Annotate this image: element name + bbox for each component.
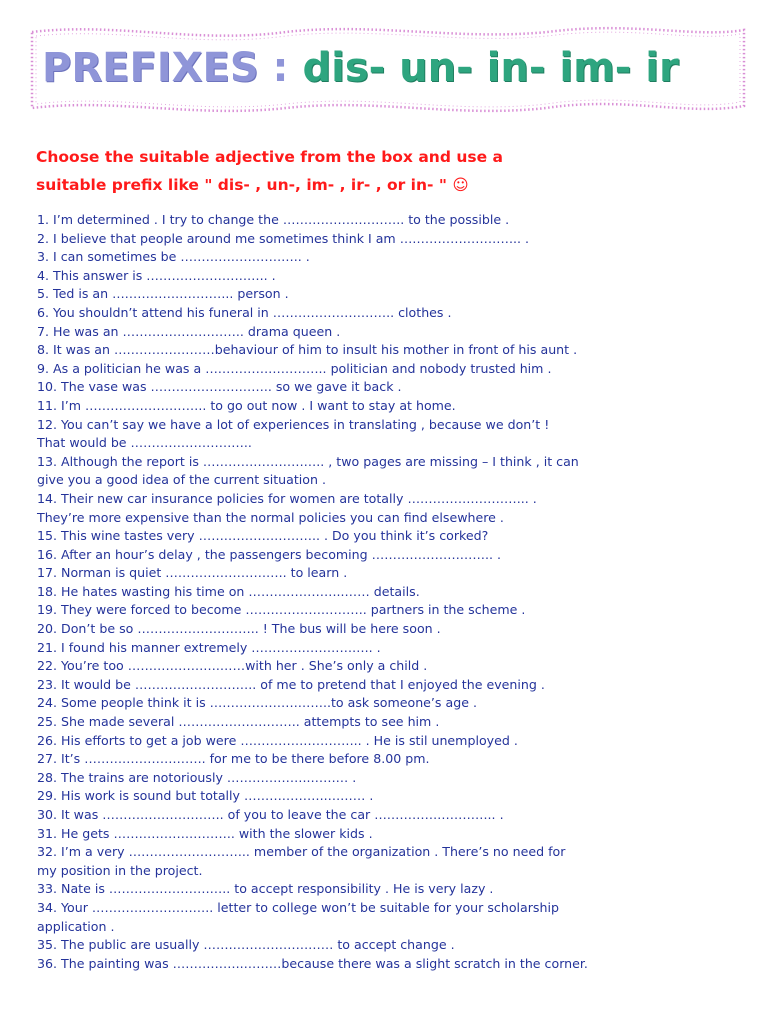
- question-line: 6. You shouldn’t attend his funeral in ……………………….. clothes .: [37, 304, 452, 320]
- question-line: 21. I found his manner extremely ……………………….. .: [37, 639, 381, 655]
- title-banner: [26, 22, 750, 116]
- question-line: 18. He hates wasting his time on …………………..…… details.: [37, 583, 420, 599]
- question-line: 22. You’re too ………………….……with her . She’s only a child .: [37, 658, 428, 674]
- question-line: That would be ………………………..: [37, 435, 252, 451]
- question-list: [37, 211, 737, 973]
- question-line: 20. Don’t be so ……………………….. ! The bus will be here soon .: [37, 621, 441, 637]
- question-line: 8. It was an ……………………behaviour of him to insult his mother in front of his aunt .: [37, 342, 578, 358]
- question-line: 28. The trains are notoriously ………………..……… .: [37, 769, 357, 785]
- question-line: 29. His work is sound but totally ………………..……… .: [37, 788, 374, 804]
- question-line: 19. They were forced to become ……………………….. partners in the scheme .: [37, 602, 526, 618]
- question-line: 33. Nate is ……………………….. to accept responsibility . He is very lazy .: [37, 881, 494, 897]
- question-line: 17. Norman is quiet ……………………….. to learn .: [37, 565, 348, 581]
- question-line: 12. You can’t say we have a lot of experiences in translating , because we don’t !: [37, 416, 550, 432]
- title-prefixes: PREFIXES: [42, 45, 259, 91]
- page-title: [42, 44, 742, 92]
- instructions-line-1: Choose the suitable adjective from the box and use a: [36, 148, 503, 166]
- instructions: [36, 143, 736, 199]
- question-line: 27. It’s ……………………….. for me to be there before 8.00 pm.: [37, 751, 430, 767]
- question-line: give you a good idea of the current situation .: [37, 472, 326, 488]
- question-line: 30. It was ……………………….. of you to leave the car ……………………….. .: [37, 807, 504, 822]
- instructions-line-2: suitable prefix like " dis- , un-, im- , ir- , or in- " ☺: [36, 176, 469, 194]
- question-line: 11. I’m ……………………….. to go out now . I want to stay at home.: [37, 397, 456, 413]
- question-line: 2. I believe that people around me sometimes think I am ……………………….. .: [37, 230, 530, 246]
- question-line: 34. Your ……………………….. letter to college won’t be suitable for your scholarship: [37, 899, 559, 915]
- question-line: 14. Their new car insurance policies for women are totally ……………………….. .: [37, 490, 537, 506]
- question-line: my position in the project.: [37, 862, 203, 878]
- question-line: 25. She made several ……………………….. attempts to see him .: [37, 714, 440, 730]
- title-prefix-list: dis- un- in- im- ir: [302, 45, 679, 91]
- question-line: 23. It would be ……………………….. of me to pretend that I enjoyed the evening .: [37, 676, 545, 692]
- question-line: 26. His efforts to get a job were ……………………….. . He is stil unemployed .: [37, 732, 518, 748]
- question-line: 4. This answer is ……………………….. .: [37, 267, 276, 283]
- question-line: 9. As a politician he was a ……………………….. politician and nobody trusted him .: [37, 360, 552, 376]
- question-line: 16. After an hour’s delay , the passengers becoming ……………………….. .: [37, 546, 502, 562]
- question-line: 7. He was an ……………………….. drama queen .: [37, 323, 341, 339]
- question-line: 3. I can sometimes be ……………………….. .: [37, 249, 310, 265]
- question-line: 35. The public are usually …….…………………… to accept change .: [37, 937, 455, 953]
- question-line: 32. I’m a very ……………………….. member of the organization . There’s no need for: [37, 844, 566, 860]
- question-line: 24. Some people think it is ………………………..to ask someone’s age .: [37, 695, 477, 711]
- question-line: 15. This wine tastes very ……………………….. . Do you think it’s corked?: [37, 528, 489, 544]
- question-line: application .: [37, 918, 115, 934]
- question-line: 31. He gets ……………………….. with the slower kids .: [37, 825, 373, 841]
- question-line: 13. Although the report is ……………………….. , two pages are missing – I think , it can: [37, 453, 579, 469]
- question-line: 1. I’m determined . I try to change the ……………………….. to the possible .: [37, 212, 510, 227]
- title-colon: :: [258, 45, 303, 91]
- question-line: They’re more expensive than the normal policies you can find elsewhere .: [37, 509, 504, 525]
- question-line: 5. Ted is an ……………………….. person .: [37, 286, 289, 302]
- question-line: 10. The vase was ……………………….. so we gave it back .: [37, 379, 402, 395]
- question-line: 36. The painting was ……………..………because there was a slight scratch in the corner.: [37, 955, 588, 971]
